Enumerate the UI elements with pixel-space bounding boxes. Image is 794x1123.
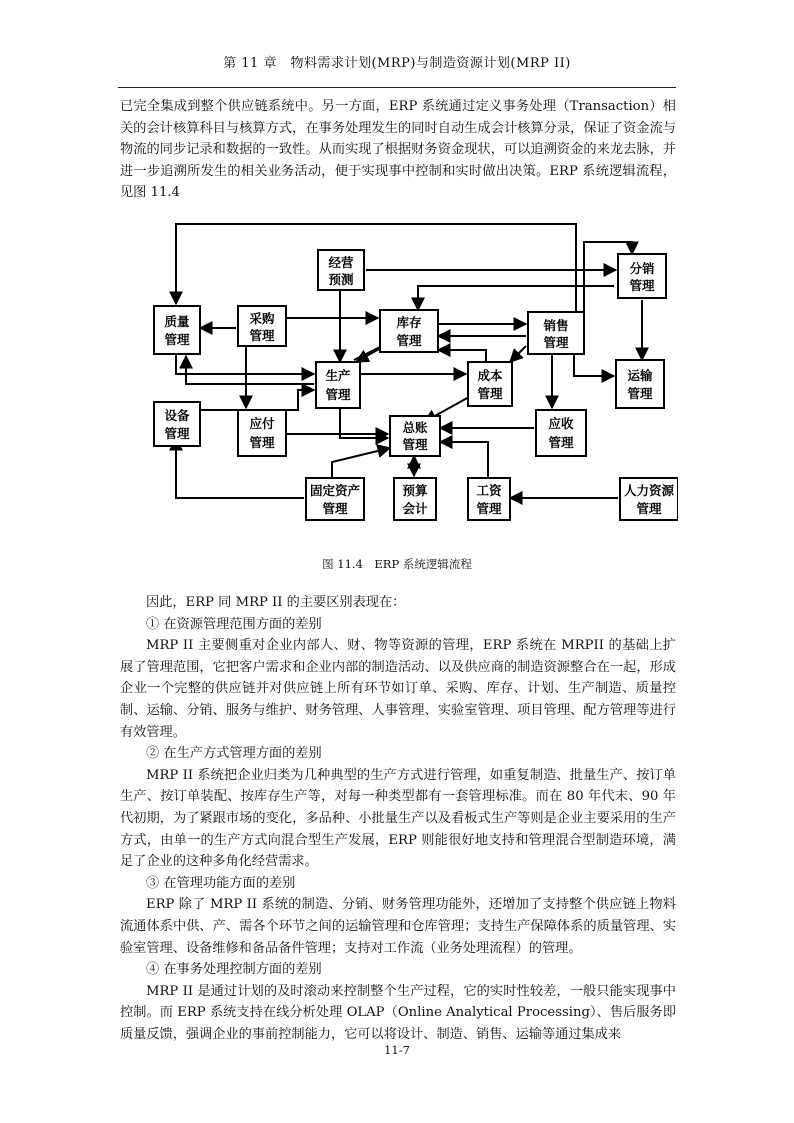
erp-flow-svg — [148, 212, 678, 550]
svg-text:管理: 管理 — [396, 333, 422, 348]
edge-production-quality — [186, 356, 314, 384]
svg-text:人力资源: 人力资源 — [623, 483, 675, 498]
header-rule — [118, 87, 676, 88]
node-yingshou — [536, 410, 586, 456]
edge-sales-transport — [574, 354, 614, 376]
edge-sales-cost — [510, 346, 526, 362]
node-yusuan — [394, 478, 436, 520]
edge-payroll-ledger — [440, 442, 488, 478]
heading-production-mode: ② 在生产方式管理方面的差别 — [146, 746, 322, 762]
svg-text:管理: 管理 — [164, 426, 190, 441]
svg-text:固定资产: 固定资产 — [309, 483, 361, 498]
body-section — [120, 592, 676, 1045]
node-renli — [620, 478, 678, 520]
edge-sales-quality — [176, 224, 576, 312]
svg-text:销售: 销售 — [543, 318, 569, 333]
node-shengchan — [316, 362, 360, 408]
node-caigou — [238, 306, 286, 346]
svg-text:会计: 会计 — [402, 501, 428, 516]
node-kucun — [380, 310, 438, 352]
heading-transaction-control: ④ 在事务处理控制方面的差别 — [146, 962, 322, 978]
svg-text:设备: 设备 — [164, 408, 190, 423]
node-shebei — [154, 402, 200, 446]
svg-text:管理: 管理 — [548, 435, 574, 450]
paragraph-transaction-control: MRP II 是通过计划的及时滚动来控制整个生产过程，它的实时性较差，一般只能实现事中控制。而 ERP 系统支持在线分析处理 OLAP（Online Analytical Processing）、售后服务即质量反馈，强调企业的事前控制能力，它可以将设计、制造、销售、运输等通过集成来 — [120, 983, 676, 1042]
svg-text:管理: 管理 — [249, 328, 275, 343]
svg-text:应收: 应收 — [548, 416, 574, 431]
edge-equipment-production — [200, 390, 314, 410]
node-jingying — [318, 250, 364, 290]
paragraph-production-mode: MRP II 系统把企业归类为几种典型的生产方式进行管理，如重复制造、批量生产、按订单生产、按订单装配、按库存生产等，对每一种类型都有一套管理标准。而在 80 年代末、90 年代初期，为了紧跟市场的变化，多品种、小批量生产以及看板式生产等则是企业主要采用的生产方式，由单一的生产方式向混合型生产发展，ERP 则能很好地支持和管理混合型制造环境，满足了企业的这种多角化经营需求。 — [120, 767, 676, 870]
page-header: 第 11 章 物料需求计划(MRP)与制造资源计划(MRP II) — [223, 56, 571, 71]
svg-text:管理: 管理 — [543, 335, 569, 350]
node-zongzhang — [390, 416, 440, 456]
node-zhiliang — [154, 306, 200, 354]
page-number: 11-7 — [384, 1043, 410, 1057]
edge-cost-inventory — [438, 350, 486, 362]
svg-text:分销: 分销 — [629, 261, 655, 276]
svg-text:管理: 管理 — [476, 501, 502, 516]
svg-text:管理: 管理 — [249, 435, 275, 450]
svg-text:库存: 库存 — [396, 315, 422, 330]
node-xiaoshou — [528, 312, 584, 354]
svg-text:管理: 管理 — [322, 501, 348, 516]
svg-text:总账: 总账 — [402, 420, 428, 435]
figure-caption: 图 11.4 ERP 系统逻辑流程 — [322, 557, 472, 571]
edge-assets-ledger — [332, 448, 390, 478]
paragraph-resource-scope: MRP II 主要侧重对企业内部人、财、物等资源的管理，ERP 系统在 MRPII 的基础上扩展了管理范围，它把客户需求和企业内部的制造活动、以及供应商的制造资源整合在一起，形成企业一个完整的供应链并对供应链上所有环节如订单、采购、库存、计划、生产制造、质量控制、运输、分销、服务与维护、财务管理、人事管理、实验室管理、项目管理、配方管理等进行有效管理。 — [120, 638, 676, 740]
svg-text:管理: 管理 — [636, 501, 662, 516]
svg-text:运输: 运输 — [627, 368, 653, 383]
heading-management-functions: ③ 在管理功能方面的差别 — [146, 875, 296, 891]
svg-text:预算: 预算 — [402, 483, 428, 498]
heading-resource-scope: ① 在资源管理范围方面的差别 — [146, 616, 322, 632]
svg-text:预测: 预测 — [328, 272, 354, 287]
intro-paragraph: 已完全集成到整个供应链系统中。另一方面，ERP 系统通过定义事务处理（Transaction）相关的会计核算科目与核算方式，在事务处理发生的同时自动生成会计核算分录，保证了资金流与物流的同步记录和数据的一致性。从而实现了根据财务资金现状，可以追溯资金的来龙去脉，并进一步追溯所发生的相关业务活动，便于实现事中控制和实时做出决策。ERP 系统逻辑流程，见图 11.4 — [120, 99, 676, 201]
svg-text:管理: 管理 — [629, 278, 655, 293]
node-fenxiao — [618, 254, 666, 298]
svg-text:生产: 生产 — [325, 368, 351, 383]
paragraph-management-functions: ERP 除了 MRP II 系统的制造、分销、财务管理功能外，还增加了支持整个供应链上物料流通体系中供、产、需各个环节之间的运输管理和仓库管理；支持生产保障体系的质量管理、实验室管理、设备维修和备品备件管理；支持对工作流（业务处理流程）的管理。 — [120, 897, 676, 956]
svg-text:管理: 管理 — [164, 332, 190, 347]
svg-text:工资: 工资 — [476, 483, 502, 498]
svg-text:管理: 管理 — [325, 387, 351, 402]
svg-text:管理: 管理 — [402, 437, 428, 452]
node-chengben — [468, 362, 512, 406]
svg-text:经营: 经营 — [328, 255, 354, 270]
svg-text:应付: 应付 — [249, 416, 275, 431]
node-guding — [306, 478, 364, 520]
svg-text:质量: 质量 — [164, 314, 190, 329]
node-yunshu — [616, 360, 664, 408]
intro-differences: 因此，ERP 同 MRP II 的主要区别表现在： — [146, 595, 406, 610]
erp-flow-diagram — [148, 212, 678, 550]
svg-text:管理: 管理 — [627, 386, 653, 401]
svg-text:成本: 成本 — [477, 368, 503, 383]
svg-text:管理: 管理 — [477, 386, 503, 401]
node-gongzi — [468, 478, 510, 520]
svg-text:采购: 采购 — [249, 311, 275, 326]
node-yingfu — [238, 410, 286, 456]
